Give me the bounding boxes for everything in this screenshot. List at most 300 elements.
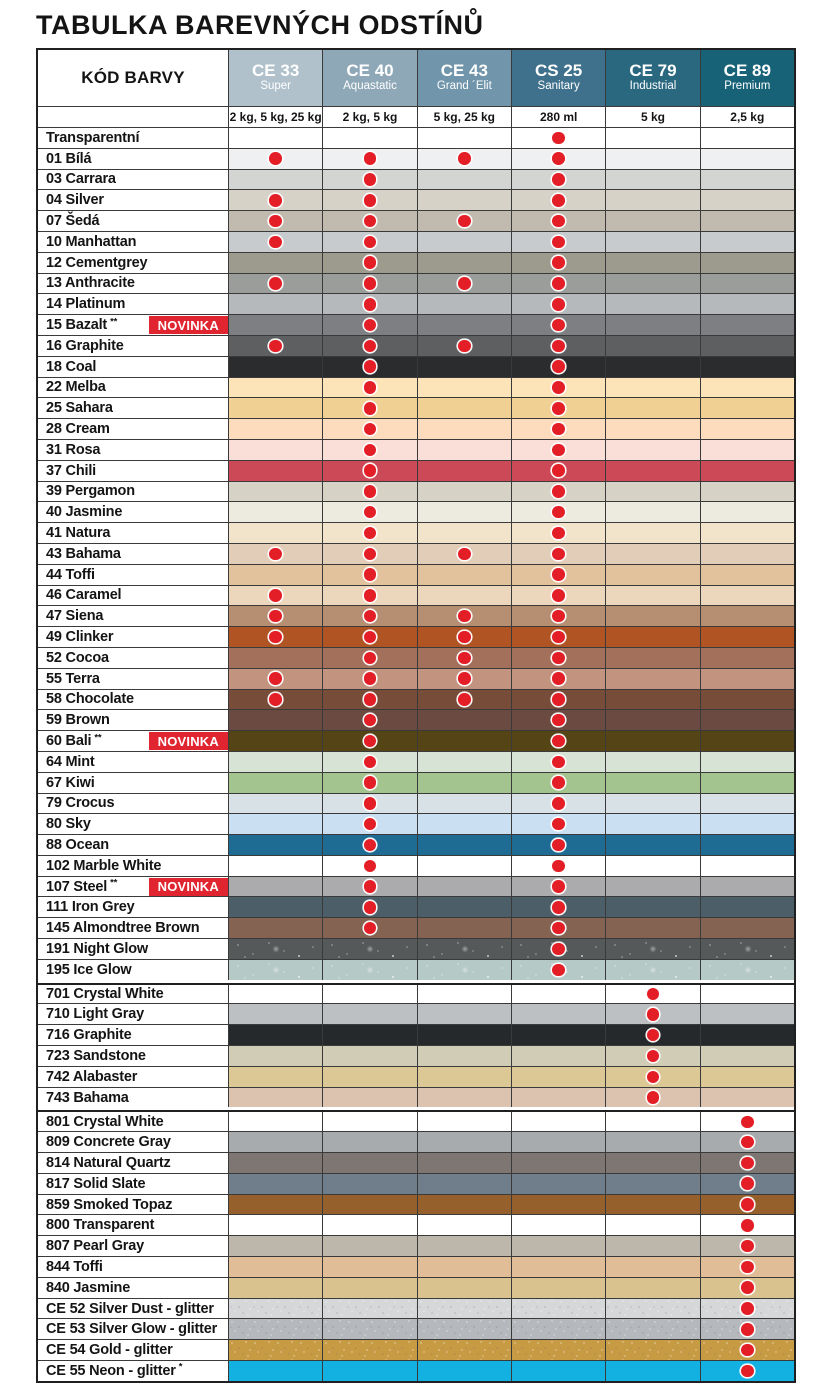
color-row-label: 60 Bali <box>46 733 92 749</box>
availability-dot-icon <box>552 319 565 332</box>
swatch-cell <box>322 1215 416 1235</box>
availability-dot-icon <box>552 381 565 394</box>
availability-dot-icon <box>552 360 565 373</box>
swatch-cell <box>700 690 794 710</box>
availability-dot-icon <box>741 1136 754 1149</box>
swatch-cell <box>511 1278 605 1298</box>
availability-dot-icon <box>458 152 471 165</box>
swatch-cell <box>417 294 511 314</box>
swatch-cell <box>605 960 699 980</box>
color-row-label-cell <box>38 1088 228 1108</box>
swatch-cell <box>228 502 322 522</box>
swatch-cell <box>511 1174 605 1194</box>
product-name: Super <box>260 80 291 93</box>
swatch-cell <box>322 960 416 980</box>
swatch-cell <box>700 1361 794 1381</box>
swatch-cell <box>417 502 511 522</box>
table-row <box>38 231 794 252</box>
table-row <box>38 813 794 834</box>
swatch-cell <box>511 482 605 502</box>
swatch-cell <box>700 211 794 231</box>
color-row-label-cell <box>38 253 228 273</box>
swatch-cell <box>511 918 605 938</box>
swatch-cell <box>417 773 511 793</box>
swatch-cell <box>322 461 416 481</box>
color-row-label-cell <box>38 232 228 252</box>
swatch-cell <box>322 128 416 148</box>
swatch-cell <box>511 877 605 897</box>
swatch-cell <box>417 357 511 377</box>
color-row-label-cell <box>38 274 228 294</box>
swatch-cell <box>605 710 699 730</box>
availability-dot-icon <box>364 506 377 519</box>
availability-dot-icon <box>364 215 377 228</box>
availability-dot-icon <box>364 381 377 394</box>
swatch-cell <box>511 731 605 751</box>
swatch-cell <box>322 731 416 751</box>
color-row-label: 28 Cream <box>46 421 110 438</box>
swatch-cell <box>417 856 511 876</box>
swatch-cell <box>417 274 511 294</box>
swatch-cell <box>511 1112 605 1131</box>
code-header-label: KÓD BARVY <box>81 68 185 87</box>
swatch-cell <box>700 648 794 668</box>
color-row-label-cell <box>38 1153 228 1173</box>
swatch-cell <box>228 835 322 855</box>
color-row-label-cell <box>38 1299 228 1319</box>
code-header-cell <box>38 50 228 106</box>
availability-dot-icon <box>458 548 471 561</box>
color-row-label-cell <box>38 170 228 190</box>
swatch-cell <box>700 1340 794 1360</box>
swatch-cell <box>700 669 794 689</box>
swatch-cell <box>322 1340 416 1360</box>
table-row <box>38 273 794 294</box>
color-row-label-cell <box>38 731 228 751</box>
swatch-cell <box>605 1340 699 1360</box>
swatch-cell <box>700 773 794 793</box>
color-row-label-cell <box>38 606 228 626</box>
availability-dot-icon <box>364 589 377 602</box>
table-row <box>38 983 794 1004</box>
swatch-cell <box>511 586 605 606</box>
product-code: CE 89 <box>723 60 771 80</box>
novinka-badge: NOVINKA <box>149 878 228 896</box>
asterisk-note: ** <box>110 316 118 328</box>
swatch-cell <box>228 544 322 564</box>
availability-dot-icon <box>364 236 377 249</box>
swatch-cell <box>700 835 794 855</box>
color-row-label: 15 Bazalt <box>46 317 108 334</box>
color-row-label: 55 Terra <box>46 670 100 687</box>
availability-dot-icon <box>364 756 377 769</box>
swatch-cell <box>605 606 699 626</box>
swatch-cell <box>417 586 511 606</box>
swatch-cell <box>228 877 322 897</box>
swatch-cell <box>511 149 605 169</box>
availability-dot-icon <box>552 548 565 561</box>
table-row <box>38 169 794 190</box>
availability-dot-icon <box>364 693 377 706</box>
availability-dot-icon <box>269 236 282 249</box>
color-row-label-cell <box>38 1004 228 1024</box>
swatch-cell <box>228 627 322 647</box>
swatch-cell <box>511 773 605 793</box>
swatch-cell <box>322 398 416 418</box>
swatch-cell <box>511 253 605 273</box>
availability-dot-icon <box>364 444 377 457</box>
swatch-cell <box>511 939 605 959</box>
availability-dot-icon <box>741 1116 754 1129</box>
swatch-cell <box>511 1195 605 1215</box>
availability-dot-icon <box>364 194 377 207</box>
availability-dot-icon <box>647 1071 660 1084</box>
swatch-cell <box>700 294 794 314</box>
swatch-cell <box>228 190 322 210</box>
color-row-label-cell <box>38 336 228 356</box>
swatch-cell <box>700 606 794 626</box>
availability-dot-icon <box>741 1365 754 1378</box>
swatch-cell <box>605 170 699 190</box>
color-row-label-cell <box>38 523 228 543</box>
availability-dot-icon <box>364 152 377 165</box>
availability-dot-icon <box>552 693 565 706</box>
product-name: Sanitary <box>537 80 580 93</box>
product-code: CS 25 <box>535 60 583 80</box>
color-row-label-cell <box>38 1257 228 1277</box>
swatch-cell <box>417 1132 511 1152</box>
availability-dot-icon <box>269 277 282 290</box>
table-row <box>38 460 794 481</box>
swatch-cell <box>322 1278 416 1298</box>
availability-dot-icon <box>552 485 565 498</box>
swatch-cell <box>417 1319 511 1339</box>
asterisk-note: ** <box>94 732 102 743</box>
swatch-cell <box>605 1215 699 1235</box>
swatch-cell <box>228 985 322 1004</box>
availability-dot-icon <box>269 152 282 165</box>
color-row-label: 800 Transparent <box>46 1217 155 1234</box>
availability-dot-icon <box>364 568 377 581</box>
color-row-label-cell <box>38 482 228 502</box>
availability-dot-icon <box>741 1219 754 1232</box>
table-row <box>38 668 794 689</box>
swatch-cell <box>322 1004 416 1024</box>
swatch-cell <box>417 211 511 231</box>
color-row-label: 859 Smoked Topaz <box>46 1196 173 1213</box>
swatch-cell <box>700 336 794 356</box>
package-size-cell: 5 kg, 25 kg <box>417 107 511 127</box>
swatch-cell <box>228 814 322 834</box>
availability-dot-icon <box>552 610 565 623</box>
color-row-label-cell <box>38 1046 228 1066</box>
swatch-cell <box>228 1299 322 1319</box>
swatch-cell <box>700 939 794 959</box>
swatch-cell <box>322 1319 416 1339</box>
swatch-cell <box>322 294 416 314</box>
swatch-cell <box>605 440 699 460</box>
color-row-label-cell <box>38 586 228 606</box>
color-row-label: CE 55 Neon - glitter <box>46 1362 176 1379</box>
swatch-cell <box>417 897 511 917</box>
swatch-cell <box>417 794 511 814</box>
swatch-cell <box>700 1046 794 1066</box>
color-row-label-cell <box>38 814 228 834</box>
product-header-ce-89 <box>700 50 794 106</box>
availability-dot-icon <box>458 277 471 290</box>
swatch-cell <box>700 752 794 772</box>
color-row-label: CE 54 Gold - glitter <box>46 1342 173 1359</box>
swatch-cell <box>605 1088 699 1108</box>
color-row-label-cell <box>38 669 228 689</box>
color-row-label-cell <box>38 398 228 418</box>
swatch-cell <box>322 1067 416 1087</box>
swatch-cell <box>417 378 511 398</box>
swatch-cell <box>511 232 605 252</box>
color-row-label: 102 Marble White <box>46 857 162 874</box>
availability-dot-icon <box>269 589 282 602</box>
swatch-cell <box>322 1046 416 1066</box>
swatch-cell <box>228 1004 322 1024</box>
table-row <box>38 1339 794 1360</box>
swatch-cell <box>511 378 605 398</box>
swatch-cell <box>605 419 699 439</box>
swatch-cell <box>322 253 416 273</box>
table-row <box>38 1235 794 1256</box>
swatch-cell <box>322 1153 416 1173</box>
table-row <box>38 938 794 959</box>
availability-dot-icon <box>552 652 565 665</box>
swatch-cell <box>322 773 416 793</box>
swatch-cell <box>605 1278 699 1298</box>
swatch-cell <box>322 586 416 606</box>
table-row <box>38 959 794 980</box>
availability-dot-icon <box>552 277 565 290</box>
swatch-cell <box>605 1112 699 1131</box>
swatch-cell <box>417 398 511 418</box>
swatch-cell <box>700 897 794 917</box>
swatch-cell <box>605 1132 699 1152</box>
swatch-cell <box>605 586 699 606</box>
color-row-label: 107 Steel <box>46 878 108 895</box>
color-row-label: 710 Light Gray <box>46 1006 144 1023</box>
swatch-cell <box>605 461 699 481</box>
swatch-cell <box>322 835 416 855</box>
swatch-cell <box>417 1067 511 1087</box>
availability-dot-icon <box>552 631 565 644</box>
swatch-cell <box>228 897 322 917</box>
availability-dot-icon <box>552 964 565 977</box>
availability-dot-icon <box>364 901 377 914</box>
color-row-label: CE 52 Silver Dust - glitter <box>46 1300 214 1317</box>
availability-dot-icon <box>364 818 377 831</box>
swatch-cell <box>605 918 699 938</box>
swatch-cell <box>511 461 605 481</box>
table-row <box>38 418 794 439</box>
swatch-cell <box>228 690 322 710</box>
swatch-cell <box>322 1088 416 1108</box>
swatch-cell <box>228 648 322 668</box>
swatch-cell <box>417 1195 511 1215</box>
availability-dot-icon <box>552 298 565 311</box>
swatch-cell <box>700 1278 794 1298</box>
color-row-label-cell <box>38 897 228 917</box>
swatch-cell <box>417 985 511 1004</box>
table-row <box>38 377 794 398</box>
table-row <box>38 356 794 377</box>
swatch-cell <box>228 960 322 980</box>
table-row <box>38 896 794 917</box>
swatch-cell <box>511 315 605 335</box>
product-header-cs-25 <box>511 50 605 106</box>
availability-dot-icon <box>364 922 377 935</box>
color-row-label: 88 Ocean <box>46 836 109 853</box>
availability-dot-icon <box>552 672 565 685</box>
swatch-cell <box>417 523 511 543</box>
table-row <box>38 1360 794 1381</box>
swatch-cell <box>605 752 699 772</box>
swatch-cell <box>605 1257 699 1277</box>
swatch-cell <box>700 1257 794 1277</box>
availability-dot-icon <box>269 194 282 207</box>
color-row-label: 145 Almondtree Brown <box>46 920 200 937</box>
color-row-label: 41 Natura <box>46 525 111 542</box>
table-row <box>38 1298 794 1319</box>
availability-dot-icon <box>741 1240 754 1253</box>
swatch-cell <box>322 440 416 460</box>
color-row-label-cell <box>38 378 228 398</box>
swatch-cell <box>228 149 322 169</box>
color-row-label: 37 Chili <box>46 462 96 479</box>
swatch-cell <box>228 669 322 689</box>
swatch-cell <box>511 1361 605 1381</box>
swatch-cell <box>700 1025 794 1045</box>
swatch-cell <box>700 710 794 730</box>
swatch-cell <box>605 877 699 897</box>
swatch-cell <box>511 336 605 356</box>
color-row-label-cell <box>38 1132 228 1152</box>
color-row-label: 16 Graphite <box>46 337 124 354</box>
color-row-label-cell <box>38 315 228 335</box>
swatch-cell <box>228 1236 322 1256</box>
color-row-label-cell <box>38 627 228 647</box>
swatch-cell <box>511 835 605 855</box>
swatch-cell <box>417 1299 511 1319</box>
availability-dot-icon <box>552 340 565 353</box>
color-row-label-cell <box>38 1278 228 1298</box>
swatch-cell <box>700 586 794 606</box>
availability-dot-icon <box>552 860 565 873</box>
color-row-label-cell <box>38 1195 228 1215</box>
color-row-label: 80 Sky <box>46 816 91 833</box>
swatch-cell <box>511 606 605 626</box>
swatch-cell <box>417 461 511 481</box>
swatch-cell <box>700 1067 794 1087</box>
swatch-cell <box>417 336 511 356</box>
swatch-cell <box>228 253 322 273</box>
swatch-cell <box>228 482 322 502</box>
swatch-cell <box>228 1088 322 1108</box>
swatch-cell <box>605 835 699 855</box>
swatch-cell <box>322 419 416 439</box>
swatch-cell <box>605 939 699 959</box>
swatch-cell <box>605 232 699 252</box>
product-header-ce-79 <box>605 50 699 106</box>
swatch-cell <box>700 877 794 897</box>
swatch-cell <box>417 1046 511 1066</box>
color-row-label-cell <box>38 211 228 231</box>
color-row-label-cell <box>38 1361 228 1381</box>
availability-dot-icon <box>364 485 377 498</box>
swatch-cell <box>322 1132 416 1152</box>
swatch-cell <box>228 1132 322 1152</box>
swatch-cell <box>228 357 322 377</box>
table-row <box>38 127 794 148</box>
swatch-cell <box>322 690 416 710</box>
swatch-cell <box>417 814 511 834</box>
swatch-cell <box>511 710 605 730</box>
swatch-cell <box>417 1112 511 1131</box>
swatch-cell <box>228 1174 322 1194</box>
availability-dot-icon <box>647 1008 660 1021</box>
color-row-label-cell <box>38 835 228 855</box>
swatch-cell <box>605 315 699 335</box>
swatch-cell <box>417 1236 511 1256</box>
color-row-label: 25 Sahara <box>46 400 113 417</box>
swatch-cell <box>322 232 416 252</box>
table-row <box>38 855 794 876</box>
availability-dot-icon <box>552 506 565 519</box>
swatch-cell <box>228 1257 322 1277</box>
swatch-cell <box>228 1067 322 1087</box>
swatch-cell <box>322 897 416 917</box>
table-row <box>38 793 794 814</box>
table-row <box>38 585 794 606</box>
swatch-cell <box>700 1319 794 1339</box>
package-size-row <box>38 106 794 127</box>
swatch-cell <box>605 190 699 210</box>
swatch-cell <box>417 939 511 959</box>
swatch-cell <box>511 211 605 231</box>
swatch-cell <box>511 897 605 917</box>
swatch-cell <box>511 294 605 314</box>
color-row-label-cell <box>38 1025 228 1045</box>
color-row-label: 742 Alabaster <box>46 1068 138 1085</box>
swatch-cell <box>700 149 794 169</box>
availability-dot-icon <box>552 423 565 436</box>
swatch-cell <box>700 1195 794 1215</box>
table-row <box>38 1173 794 1194</box>
swatch-cell <box>322 149 416 169</box>
swatch-cell <box>700 253 794 273</box>
table-row <box>38 397 794 418</box>
product-name: Industrial <box>629 80 677 93</box>
swatch-cell <box>511 274 605 294</box>
color-row-label-cell <box>38 1174 228 1194</box>
availability-dot-icon <box>552 132 565 145</box>
availability-dot-icon <box>552 922 565 935</box>
swatch-cell <box>605 1236 699 1256</box>
swatch-cell <box>700 918 794 938</box>
availability-dot-icon <box>364 423 377 436</box>
swatch-cell <box>322 1236 416 1256</box>
swatch-cell <box>228 606 322 626</box>
swatch-cell <box>322 190 416 210</box>
color-row-label-cell <box>38 419 228 439</box>
swatch-cell <box>228 794 322 814</box>
swatch-cell <box>511 1153 605 1173</box>
swatch-cell <box>228 1195 322 1215</box>
